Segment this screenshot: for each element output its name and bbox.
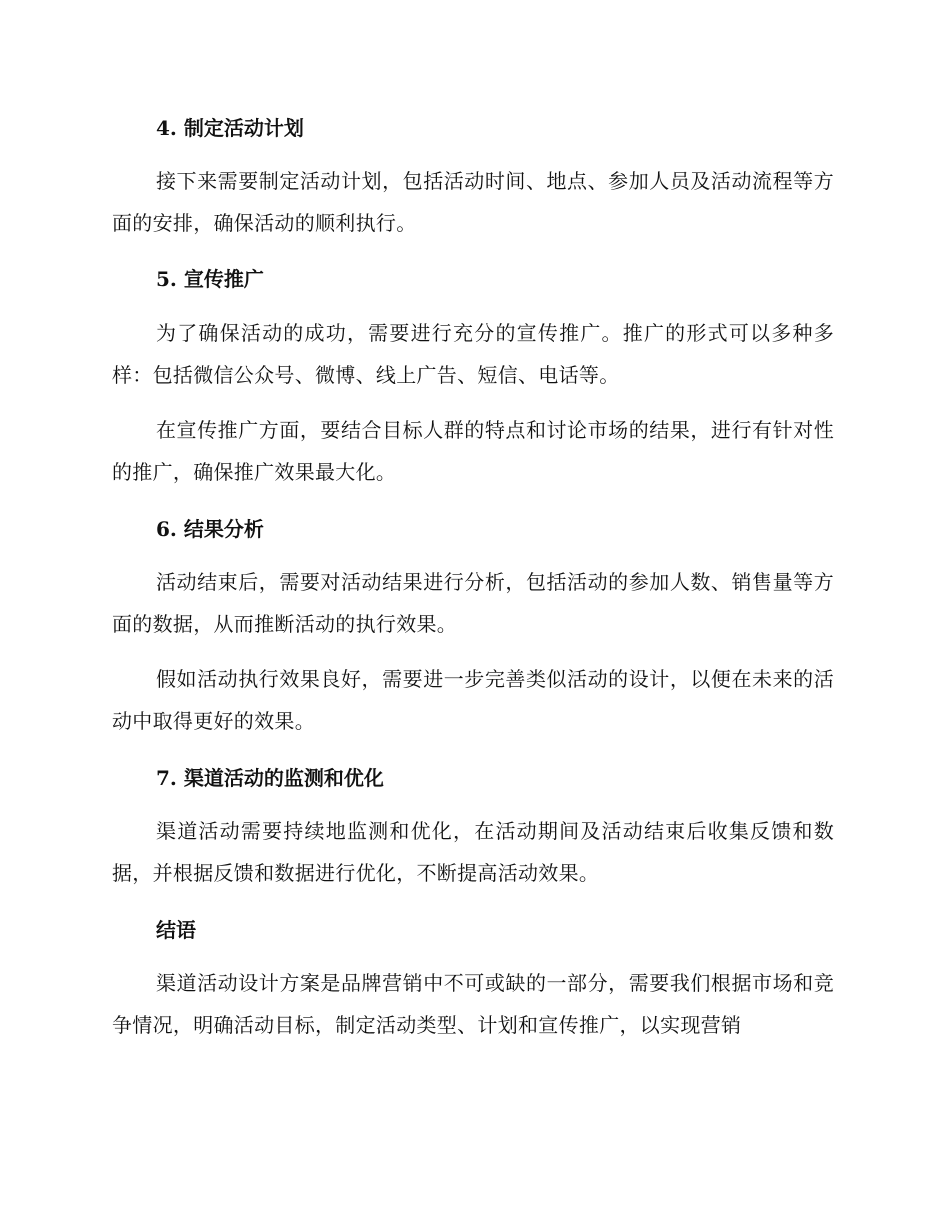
paragraph-result-analysis: 活动结束后，需要对活动结果进行分析，包括活动的参加人数、销售量等方面的数据，从而推断活动的执行效果。 (112, 570, 834, 636)
paragraph-result-improvement: 假如活动执行效果良好，需要进一步完善类似活动的设计，以便在未来的活动中取得更好的效果。 (112, 667, 834, 733)
section-heading-result-analysis: 6. 结果分析 (156, 517, 264, 541)
paragraph-promotion-targeting: 在宣传推广方面，要结合目标人群的特点和讨论市场的结果，进行有针对性的推广，确保推广效果最大化。 (112, 418, 834, 484)
section-heading-conclusion: 结语 (156, 918, 196, 942)
paragraph-activity-plan: 接下来需要制定活动计划，包括活动时间、地点、参加人员及活动流程等方面的安排，确保活动的顺利执行。 (112, 169, 834, 235)
section-heading-promotion: 5. 宣传推广 (156, 267, 264, 291)
paragraph-monitoring: 渠道活动需要持续地监测和优化，在活动期间及活动结束后收集反馈和数据，并根据反馈和数据进行优化，不断提高活动效果。 (112, 819, 834, 885)
paragraph-conclusion: 渠道活动设计方案是品牌营销中不可或缺的一部分，需要我们根据市场和竞争情况，明确活动目标，制定活动类型、计划和宣传推广，以实现营销 (112, 971, 834, 1037)
section-heading-monitoring: 7. 渠道活动的监测和优化 (156, 766, 384, 790)
paragraph-promotion-forms: 为了确保活动的成功，需要进行充分的宣传推广。推广的形式可以多种多样：包括微信公众号、微博、线上广告、短信、电话等。 (112, 321, 834, 387)
section-heading-activity-plan: 4. 制定活动计划 (156, 116, 304, 140)
